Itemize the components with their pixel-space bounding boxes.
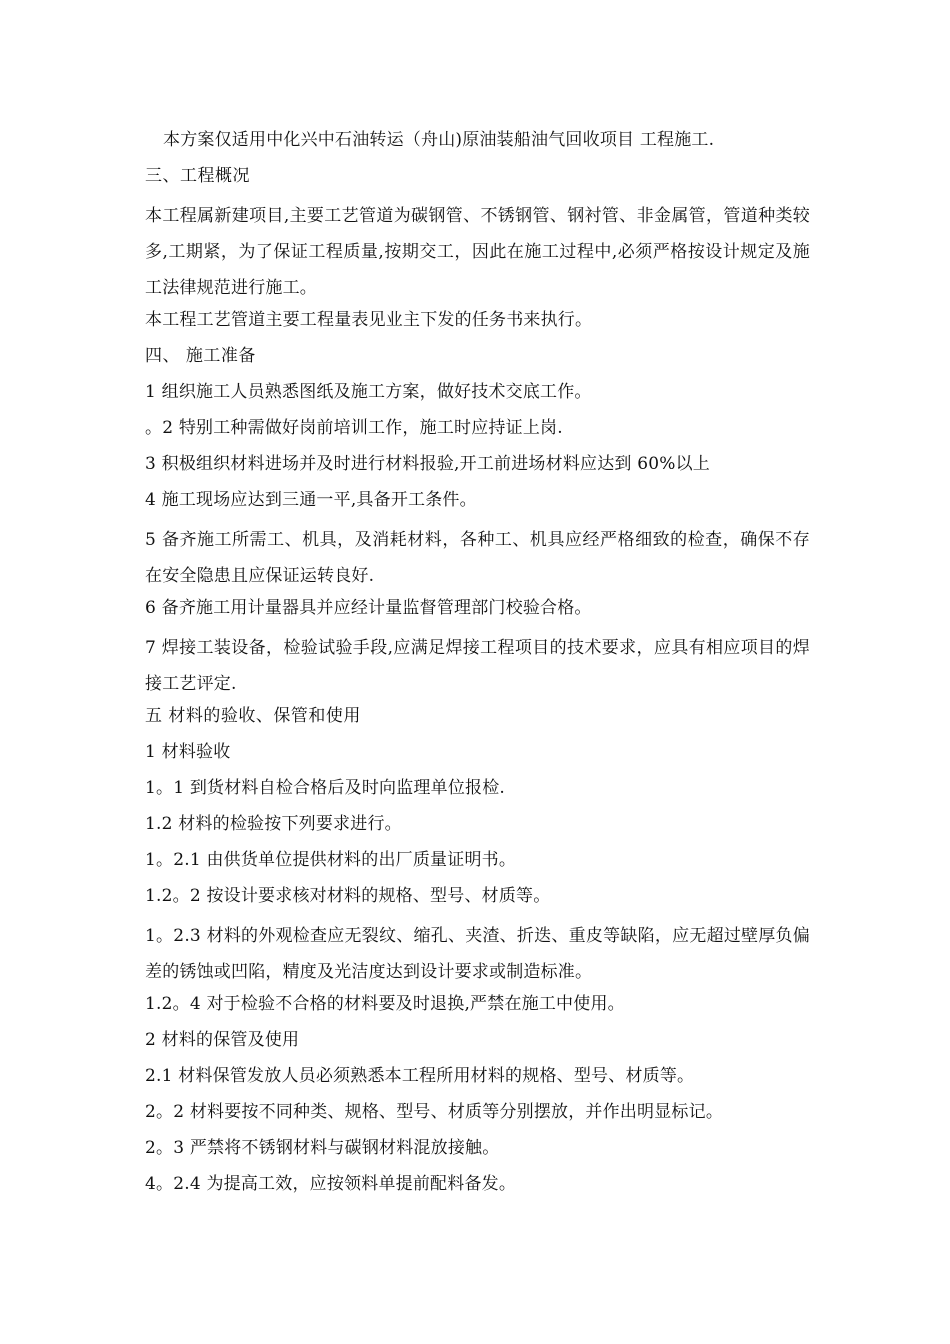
subsection-heading-storage-and-use: 2 材料的保管及使用 [145,1030,300,1050]
section-heading-construction-preparation: 四、 施工准备 [145,346,256,366]
material-item-1-2-2: 1.2。2 按设计要求核对材料的规格、型号、材质等。 [145,886,551,906]
storage-item-2-1: 2.1 材料保管发放人员必须熟悉本工程所用材料的规格、型号、材质等。 [145,1066,695,1086]
section-heading-project-overview: 三、工程概况 [145,166,250,186]
preparation-item-7: 7 焊接工装设备，检验试验手段,应满足焊接工程项目的技术要求，应具有相应项目的焊接工艺评定. [145,638,810,694]
storage-item-2-4: 4。2.4 为提高工效，应按领料单提前配料备发。 [145,1174,517,1194]
storage-item-2-2: 2。2 材料要按不同种类、规格、型号、材质等分别摆放，并作出明显标记。 [145,1102,724,1122]
preparation-item-6: 6 备齐施工用计量器具并应经计量监督管理部门校验合格。 [145,598,592,618]
section-heading-materials: 五 材料的验收、保管和使用 [145,706,361,726]
storage-item-2-3: 2。3 严禁将不锈钢材料与碳钢材料混放接触。 [145,1138,500,1158]
preparation-item-3: 3 积极组织材料进场并及时进行材料报验,开工前进场材料应达到 60%以上 [145,454,711,474]
project-overview-paragraph: 本工程属新建项目,主要工艺管道为碳钢管、不锈钢管、钢衬管、非金属管，管道种类较多,工期紧，为了保证工程质量,按期交工，因此在施工过程中,必须严格按设计规定及施工法律规范进行施工。 [145,206,810,298]
scope-paragraph: 本方案仅适用中化兴中石油转运（舟山)原油装船油气回收项目 工程施工. [163,130,715,150]
quantities-paragraph: 本工程工艺管道主要工程量表见业主下发的任务书来执行。 [145,310,593,330]
material-item-1-1: 1。1 到货材料自检合格后及时向监理单位报检. [145,778,506,798]
subsection-heading-material-acceptance: 1 材料验收 [145,742,231,762]
material-item-1-2-3: 1。2.3 材料的外观检查应无裂纹、缩孔、夹渣、折迭、重皮等缺陷，应无超过壁厚负偏差的锈蚀或凹陷，精度及光洁度达到设计要求或制造标准。 [145,926,810,982]
document-body [145,126,810,1206]
preparation-item-5: 5 备齐施工所需工、机具，及消耗材料，各种工、机具应经严格细致的检查，确保不存在安全隐患且应保证运转良好. [145,530,810,586]
preparation-item-4: 4 施工现场应达到三通一平,具备开工条件。 [145,490,477,510]
material-item-1-2-1: 1。2.1 由供货单位提供材料的出厂质量证明书。 [145,850,517,870]
material-item-1-2-4: 1.2。4 对于检验不合格的材料要及时退换,严禁在施工中使用。 [145,994,625,1014]
material-item-1-2: 1.2 材料的检验按下列要求进行。 [145,814,402,834]
preparation-item-2: 。2 特别工种需做好岗前培训工作，施工时应持证上岗. [145,418,563,438]
preparation-item-1: 1 组织施工人员熟悉图纸及施工方案，做好技术交底工作。 [145,382,592,402]
